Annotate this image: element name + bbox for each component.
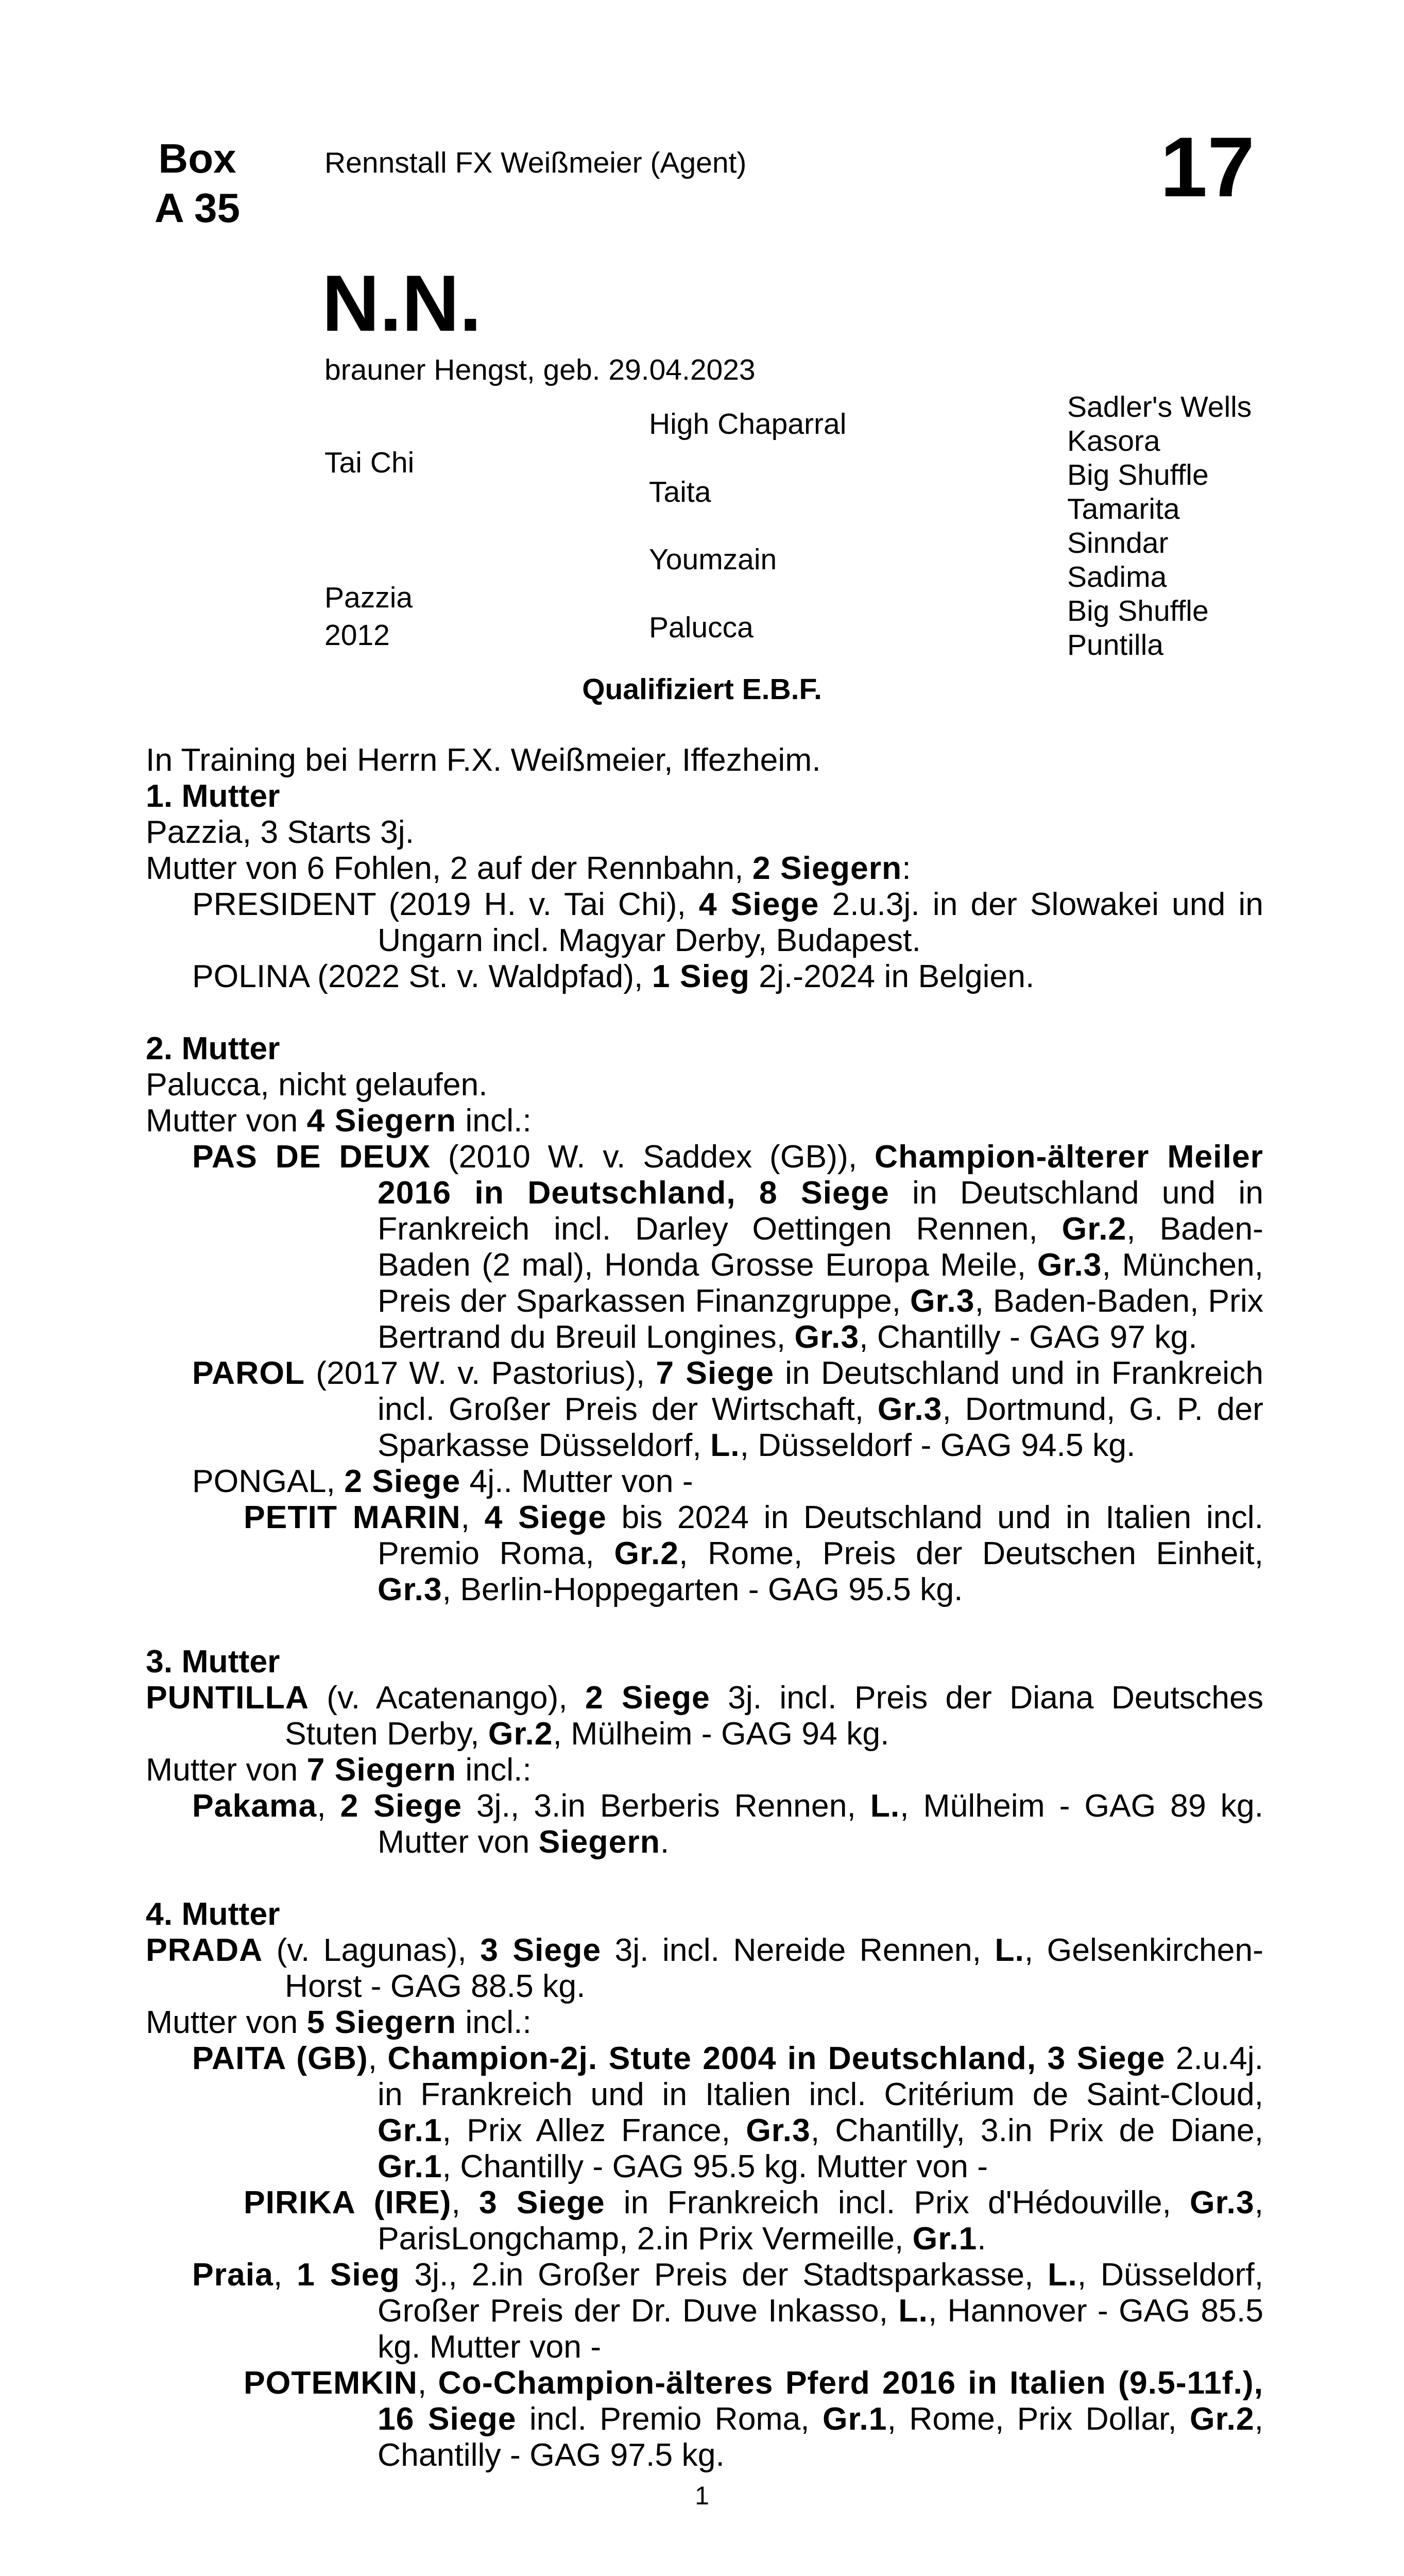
text: : xyxy=(902,850,911,886)
bold-text: L. xyxy=(1048,2257,1077,2293)
pedigree-ancestor: Sinndar xyxy=(1067,527,1169,560)
female-line-entry xyxy=(146,1680,1263,1752)
bold-text: 2 Siegern xyxy=(752,850,902,886)
text: , Mülheim - GAG 94 kg. xyxy=(553,1716,889,1752)
box-label-line1: Box xyxy=(158,135,236,181)
bold-text: PIRIKA (IRE) xyxy=(244,2184,452,2221)
bold-text: L. xyxy=(710,1427,740,1463)
text: , Düsseldorf - GAG 94.5 kg. xyxy=(740,1427,1136,1463)
pedigree-sire: Tai Chi xyxy=(324,446,415,479)
text: , Dortmund, G. P. der Sparkasse Düsseldorf, xyxy=(378,1391,1263,1463)
bold-text: Gr.3 xyxy=(746,2112,811,2148)
bold-text: 1 Sieg xyxy=(297,2257,400,2293)
horse-name: N.N. xyxy=(322,259,482,348)
text: incl.: xyxy=(456,1752,532,1788)
page-number: 1 xyxy=(695,2481,709,2510)
bold-text: Gr.2 xyxy=(1061,1211,1127,1247)
text: 2.u.3j. in der Slowakei und in Ungarn incl. Magyar Derby, Budapest. xyxy=(378,886,1264,958)
text: (v. Acatenango), xyxy=(309,1680,585,1716)
pedigree-dam-year: 2012 xyxy=(324,619,390,652)
text: , ParisLongchamp, 2.in Prix Vermeille, xyxy=(378,2184,1264,2257)
box-number: A 35 xyxy=(154,185,240,231)
text: 4j.. Mutter von - xyxy=(460,1463,693,1499)
pedigree-sire-dam: Taita xyxy=(649,476,711,509)
spacer xyxy=(146,1607,1263,1643)
bold-text: 1 Sieg xyxy=(652,958,750,994)
owner: Rennstall FX Weißmeier (Agent) xyxy=(324,146,747,179)
descendant-entry xyxy=(146,1499,1263,1607)
bold-text: PRADA xyxy=(146,1932,263,1968)
bold-text: PUNTILLA xyxy=(146,1680,309,1716)
text: Pazzia, 3 Starts 3j. xyxy=(146,814,415,850)
bold-text: 4 Siegern xyxy=(306,1103,456,1139)
bold-text: 3 Siege xyxy=(478,2184,605,2221)
lot-number: 17 xyxy=(1160,120,1255,214)
pedigree-sire-sire: High Chaparral xyxy=(649,408,847,440)
text: 2. Mutter xyxy=(146,1030,280,1066)
female-line-entry xyxy=(146,1932,1263,2004)
bold-text: Gr.2 xyxy=(488,1716,553,1752)
bold-text: 7 Siegern xyxy=(306,1752,456,1788)
text: , München, Preis der Sparkassen Finanzgruppe, xyxy=(378,1247,1263,1319)
text: 4. Mutter xyxy=(146,1896,280,1932)
text: (2010 W. v. Saddex (GB)), xyxy=(431,1139,875,1175)
text: bis 2024 in Deutschland und in Italien incl. Premio Roma, xyxy=(378,1499,1263,1571)
bold-text: Gr.3 xyxy=(794,1319,860,1355)
bold-text: Champion-2j. Stute 2004 in Deutschland, 3 Siege xyxy=(387,2040,1166,2076)
pedigree-ancestor: Big Shuffle xyxy=(1067,595,1209,628)
section-heading xyxy=(146,1643,1263,1680)
text: 3. Mutter xyxy=(146,1643,280,1680)
bold-text: L. xyxy=(898,2293,928,2329)
text: , xyxy=(368,2040,388,2076)
bold-text: POTEMKIN xyxy=(244,2365,418,2401)
text: In Training bei Herrn F.X. Weißmeier, Iffezheim. xyxy=(146,742,821,778)
pedigree-ancestor: Tamarita xyxy=(1067,493,1180,526)
horse-description: brauner Hengst, geb. 29.04.2023 xyxy=(324,353,756,386)
paragraph xyxy=(146,2004,1263,2040)
text: Mutter von xyxy=(146,1752,307,1788)
bold-text: 2 Siege xyxy=(344,1463,461,1499)
bold-text: 7 Siege xyxy=(656,1355,775,1391)
bold-text: Gr.1 xyxy=(822,2401,887,2437)
text: (2017 W. v. Pastorius), xyxy=(305,1355,656,1391)
bold-text: Gr.3 xyxy=(910,1283,975,1319)
text: . xyxy=(977,2221,986,2257)
bold-text: Champion-älterer Meiler 2016 in Deutschland, 8 Siege xyxy=(378,1139,1263,1211)
pedigree-ancestor: Sadler's Wells xyxy=(1067,391,1252,423)
text: 3j., 2.in Großer Preis der Stadtsparkasse, xyxy=(400,2257,1048,2293)
bold-text: 4 Siege xyxy=(698,886,819,922)
bold-text: 2 Siege xyxy=(585,1680,710,1716)
text: , Mülheim - GAG 89 kg. Mutter von xyxy=(378,1788,1263,1860)
pedigree-dam: Pazzia xyxy=(324,581,413,614)
spacer xyxy=(146,1860,1263,1896)
paragraph xyxy=(146,1752,1263,1788)
text: , xyxy=(451,2184,479,2221)
bold-text: Pakama xyxy=(192,1788,317,1824)
text: Mutter von xyxy=(146,1103,307,1139)
qualification: Qualifiziert E.B.F. xyxy=(582,673,822,706)
bold-text: Gr.1 xyxy=(378,2148,442,2184)
offspring-entry xyxy=(146,2257,1263,2365)
text: , Rome, Prix Dollar, xyxy=(887,2401,1190,2437)
section-heading xyxy=(146,1030,1263,1066)
text: incl.: xyxy=(456,2004,532,2040)
text: in Frankreich incl. Prix d'Hédouville, xyxy=(605,2184,1190,2221)
offspring-entry xyxy=(146,2040,1263,2184)
pedigree-ancestor: Kasora xyxy=(1067,425,1160,457)
text: in Deutschland und in Frankreich incl. Darley Oettingen Rennen, xyxy=(378,1175,1263,1247)
family-record xyxy=(146,742,1263,2473)
text: 3j. incl. Preis der Diana Deutsches Stuten Derby, xyxy=(285,1680,1263,1752)
bold-text: L. xyxy=(995,1932,1024,1968)
bold-text: Gr.3 xyxy=(1190,2184,1255,2221)
paragraph xyxy=(146,742,1263,778)
text: , Chantilly - GAG 97 kg. xyxy=(859,1319,1197,1355)
bold-text: Gr.2 xyxy=(1189,2401,1255,2437)
text: , Düsseldorf, Großer Preis der Dr. Duve Inkasso, xyxy=(378,2257,1263,2329)
bold-text: L. xyxy=(870,1788,900,1824)
text: Palucca, nicht gelaufen. xyxy=(146,1066,488,1103)
bold-text: Co-Champion-älteres Pferd 2016 in Italien (9.5-11f.), 16 Siege xyxy=(378,2365,1263,2437)
text: , Chantilly, 3.in Prix de Diane, xyxy=(810,2112,1263,2148)
offspring-entry xyxy=(146,1139,1263,1355)
text: , Baden-Baden (2 mal), Honda Grosse Europa Meile, xyxy=(378,1211,1263,1283)
pedigree-dam-dam: Palucca xyxy=(649,611,754,644)
bold-text: Gr.1 xyxy=(378,2112,442,2148)
bold-text: PETIT MARIN xyxy=(244,1499,461,1535)
text: , Chantilly - GAG 95.5 kg. Mutter von - xyxy=(442,2148,988,2184)
bold-text: PAS DE DEUX xyxy=(192,1139,431,1175)
text: incl.: xyxy=(456,1103,532,1139)
offspring-entry xyxy=(146,1355,1263,1463)
pedigree-dam-sire: Youmzain xyxy=(649,543,777,576)
bold-text: 3 Siege xyxy=(480,1932,602,1968)
paragraph xyxy=(146,1103,1263,1139)
offspring-entry xyxy=(146,886,1263,958)
text: , xyxy=(273,2257,297,2293)
pedigree-ancestor: Puntilla xyxy=(1067,629,1163,662)
box-label xyxy=(138,134,256,233)
text: . xyxy=(660,1824,670,1860)
bold-text: PAITA (GB) xyxy=(192,2040,368,2076)
text: , xyxy=(417,2365,438,2401)
text: , Rome, Preis der Deutschen Einheit, xyxy=(679,1535,1264,1571)
text: incl. Premio Roma, xyxy=(516,2401,823,2437)
bold-text: 2 Siege xyxy=(340,1788,463,1824)
bold-text: Gr.2 xyxy=(614,1535,679,1571)
bold-text: 5 Siegern xyxy=(306,2004,456,2040)
text: PONGAL, xyxy=(192,1463,345,1499)
section-heading xyxy=(146,1896,1263,1932)
text: (v. Lagunas), xyxy=(263,1932,481,1968)
text: POLINA (2022 St. v. Waldpfad), xyxy=(192,958,652,994)
pedigree-ancestor: Sadima xyxy=(1067,561,1167,594)
pedigree-ancestor: Big Shuffle xyxy=(1067,459,1209,492)
text: Mutter von xyxy=(146,2004,307,2040)
descendant-entry xyxy=(146,2365,1263,2473)
offspring-entry xyxy=(146,1463,1263,1499)
text: 1. Mutter xyxy=(146,778,280,814)
descendant-entry xyxy=(146,2184,1263,2257)
paragraph xyxy=(146,814,1263,850)
text: PRESIDENT (2019 H. v. Tai Chi), xyxy=(192,886,699,922)
text: , Chantilly - GAG 97.5 kg. xyxy=(378,2401,1263,2473)
bold-text: Gr.3 xyxy=(378,1571,442,1607)
offspring-entry xyxy=(146,958,1263,994)
text: , xyxy=(317,1788,340,1824)
text: 3j., 3.in Berberis Rennen, xyxy=(462,1788,870,1824)
text: , Gelsenkirchen-Horst - GAG 88.5 kg. xyxy=(285,1932,1263,2004)
text: , Prix Allez France, xyxy=(442,2112,746,2148)
section-heading xyxy=(146,778,1263,814)
bold-text: 4 Siege xyxy=(484,1499,607,1535)
bold-text: Gr.1 xyxy=(912,2221,978,2257)
spacer xyxy=(146,994,1263,1030)
paragraph xyxy=(146,850,1263,886)
bold-text: Gr.3 xyxy=(877,1391,943,1427)
text: , Baden-Baden, Prix Bertrand du Breuil Longines, xyxy=(378,1283,1263,1355)
text: 2.u.4j. in Frankreich und in Italien incl. Critérium de Saint-Cloud, xyxy=(378,2040,1263,2112)
text: , Berlin-Hoppegarten - GAG 95.5 kg. xyxy=(442,1571,963,1607)
paragraph xyxy=(146,1066,1263,1103)
bold-text: Praia xyxy=(192,2257,273,2293)
bold-text: Gr.3 xyxy=(1037,1247,1102,1283)
bold-text: PAROL xyxy=(192,1355,305,1391)
pedigree-ancestors xyxy=(1067,390,1252,662)
text: in Deutschland und in Frankreich incl. Großer Preis der Wirtschaft, xyxy=(378,1355,1264,1427)
bold-text: Siegern xyxy=(538,1824,660,1860)
text: , Hannover - GAG 85.5 kg. Mutter von - xyxy=(378,2293,1263,2365)
text: 3j. incl. Nereide Rennen, xyxy=(601,1932,995,1968)
text: , xyxy=(460,1499,485,1535)
offspring-entry xyxy=(146,1788,1263,1860)
text: Mutter von 6 Fohlen, 2 auf der Rennbahn, xyxy=(146,850,752,886)
text: 2j.-2024 in Belgien. xyxy=(749,958,1035,994)
